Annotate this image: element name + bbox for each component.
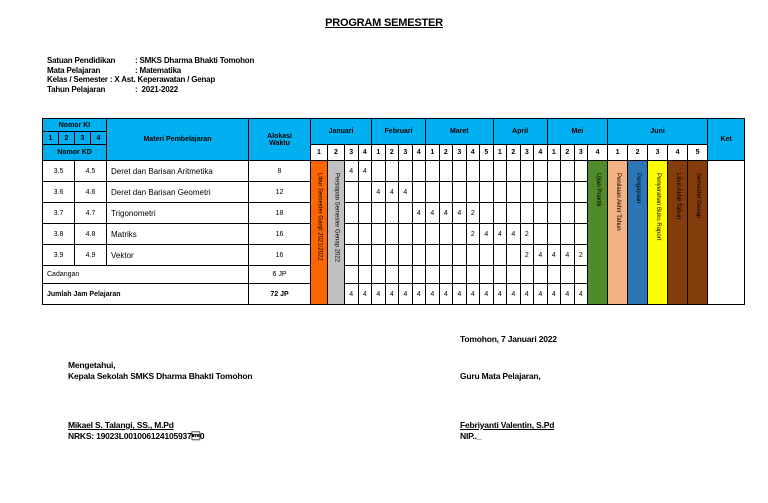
week-number: 2 (439, 145, 453, 161)
week-value (493, 266, 507, 284)
vertical-label-jun5 (688, 161, 708, 305)
week-value (345, 224, 359, 245)
week-value (345, 182, 359, 203)
week-value: 2 (466, 224, 480, 245)
header-row (43, 119, 745, 132)
week-value: 4 (426, 203, 440, 224)
kd-value: 4.5 (75, 161, 107, 182)
week-value (399, 245, 413, 266)
week-number: 3 (399, 145, 413, 161)
week-value (439, 224, 453, 245)
week-value (534, 161, 548, 182)
week-number: 3 (345, 145, 359, 161)
week-total: 4 (520, 284, 534, 305)
nomor-ki-header: Nomor KI (43, 119, 107, 132)
week-total: 4 (372, 284, 386, 305)
alokasi-value: 8 (249, 161, 311, 182)
week-number: 1 (426, 145, 440, 161)
week-value (399, 224, 413, 245)
materi-value: Trigonometri (107, 203, 249, 224)
ki-number: 4 (91, 132, 107, 145)
alokasi-header-line: Waktu (269, 139, 290, 147)
week-total: 4 (453, 284, 467, 305)
vertical-label-text: Persiapan Semester Genap 2022 (333, 173, 340, 263)
alokasi-value: 16 (249, 224, 311, 245)
week-value (426, 182, 440, 203)
identity-label: Kelas / Semester : X Ast. Keperawatan / Genap (47, 75, 216, 84)
week-value (466, 245, 480, 266)
week-value: 4 (493, 224, 507, 245)
week-value (412, 182, 426, 203)
week-value: 4 (507, 224, 521, 245)
week-value (507, 161, 521, 182)
week-value (480, 182, 494, 203)
week-number: 2 (385, 145, 399, 161)
week-value (358, 245, 372, 266)
week-value (358, 266, 372, 284)
week-number: 1 (493, 145, 507, 161)
guru-title: Guru Mata Pelajaran, (460, 371, 541, 381)
ket-value (708, 161, 745, 305)
week-value (345, 245, 359, 266)
program-semester-table (42, 118, 745, 305)
week-value (493, 161, 507, 182)
week-value (547, 224, 561, 245)
materi-value: Deret dan Barisan Geometri (107, 182, 249, 203)
week-value: 4 (534, 245, 548, 266)
week-value (453, 224, 467, 245)
alokasi-header (249, 119, 311, 161)
week-value (372, 161, 386, 182)
vertical-label-text: Semester Genap (695, 173, 702, 219)
week-value (412, 161, 426, 182)
week-total: 4 (358, 284, 372, 305)
week-number: 3 (648, 145, 668, 161)
jumlah-label: Jumlah Jam Pelajaran (43, 284, 249, 305)
week-value (412, 266, 426, 284)
vertical-label-jun1 (608, 161, 628, 305)
week-value (507, 203, 521, 224)
identity-row (47, 56, 254, 66)
cadangan-label: Cadangan (43, 266, 249, 284)
week-number: 1 (547, 145, 561, 161)
week-value (453, 182, 467, 203)
week-value (480, 266, 494, 284)
week-value (574, 182, 588, 203)
week-value (561, 266, 575, 284)
week-value (493, 182, 507, 203)
week-total: 4 (439, 284, 453, 305)
week-value (534, 224, 548, 245)
identity-row (47, 66, 254, 76)
alokasi-value: 16 (249, 245, 311, 266)
ki-number: 3 (75, 132, 91, 145)
week-value: 4 (547, 245, 561, 266)
week-value (561, 203, 575, 224)
ki-number: 1 (43, 132, 59, 145)
cadangan-alokasi: 6 JP (249, 266, 311, 284)
week-total: 4 (345, 284, 359, 305)
week-value (561, 224, 575, 245)
week-value (372, 245, 386, 266)
week-value (358, 182, 372, 203)
week-value: 4 (372, 182, 386, 203)
week-value (372, 203, 386, 224)
week-total: 4 (534, 284, 548, 305)
week-value: 4 (439, 203, 453, 224)
week-value (480, 203, 494, 224)
week-number: 2 (507, 145, 521, 161)
nomor-kd-header: Nomor KD (43, 145, 107, 161)
week-total: 4 (547, 284, 561, 305)
week-value (534, 266, 548, 284)
table-row (43, 161, 745, 182)
week-value (399, 266, 413, 284)
vertical-label-text: Libur Akhir Tahun (675, 173, 682, 220)
week-value (453, 161, 467, 182)
week-value (507, 245, 521, 266)
vertical-label-text: Ujian Praktik (595, 173, 602, 207)
week-total: 4 (399, 284, 413, 305)
identity-label: Satuan Pendidikan (47, 56, 116, 65)
week-value: 4 (345, 161, 359, 182)
week-total: 4 (426, 284, 440, 305)
week-number: 4 (466, 145, 480, 161)
week-number: 4 (412, 145, 426, 161)
week-value (439, 266, 453, 284)
week-value (426, 266, 440, 284)
kd-value: 4.8 (75, 224, 107, 245)
document-title: PROGRAM SEMESTER (325, 17, 443, 29)
week-number: 1 (608, 145, 628, 161)
week-value (507, 182, 521, 203)
week-value (466, 161, 480, 182)
identity-label: Mata Pelajaran (47, 65, 101, 75)
kd-value: 4.6 (75, 182, 107, 203)
alokasi-header-line: Alokasi (267, 132, 292, 140)
materi-value: Deret dan Barisan Aritmetika (107, 161, 249, 182)
week-value (345, 266, 359, 284)
week-value (480, 245, 494, 266)
week-total: 4 (412, 284, 426, 305)
week-value: 4 (561, 245, 575, 266)
week-value (453, 245, 467, 266)
week-number: 1 (311, 145, 328, 161)
kepala-id: NRKS: 19023L0010061241059370 (68, 431, 205, 441)
materi-header: Materi Pembelajaran (107, 119, 249, 161)
week-value (358, 224, 372, 245)
week-value: 4 (412, 203, 426, 224)
week-value (345, 203, 359, 224)
week-value: 4 (480, 224, 494, 245)
week-value (520, 266, 534, 284)
alokasi-value: 12 (249, 182, 311, 203)
ki-value: 3.8 (43, 224, 75, 245)
week-value (561, 182, 575, 203)
week-value (385, 203, 399, 224)
week-value (574, 266, 588, 284)
ki-value: 3.7 (43, 203, 75, 224)
identity-value: : 2021-2022 (135, 84, 178, 94)
month-header: Juni (608, 119, 708, 145)
vertical-label-text: Penyerahan Buku Raport (655, 173, 662, 241)
week-number: 4 (668, 145, 688, 161)
ki-value: 3.5 (43, 161, 75, 182)
week-value (520, 182, 534, 203)
month-header: Januari (311, 119, 372, 145)
ki-number: 2 (59, 132, 75, 145)
week-value (412, 224, 426, 245)
identity-label: Tahun Pelajaran (47, 84, 106, 94)
kepala-name: Mikael S. Talangi, SS., M.Pd (68, 420, 174, 430)
week-number: 3 (520, 145, 534, 161)
week-value (385, 161, 399, 182)
month-header: Februari (372, 119, 426, 145)
materi-value: Matriks (107, 224, 249, 245)
week-number: 4 (534, 145, 548, 161)
week-number: 2 (628, 145, 648, 161)
week-value (574, 161, 588, 182)
week-value (426, 161, 440, 182)
identity-block (47, 56, 254, 94)
week-value (507, 266, 521, 284)
week-number: 3 (453, 145, 467, 161)
week-value (534, 182, 548, 203)
week-value (466, 182, 480, 203)
week-value (480, 161, 494, 182)
week-value: 4 (453, 203, 467, 224)
week-number: 1 (372, 145, 386, 161)
month-header: Maret (426, 119, 494, 145)
kepala-signature-block (68, 420, 204, 442)
alokasi-value: 18 (249, 203, 311, 224)
kepala-title: Kepala Sekolah SMKS Dharma Bhakti Tomohon (68, 371, 253, 381)
vertical-label-text: Penilaian Akhir Tahun (615, 173, 622, 231)
ki-value: 3.9 (43, 245, 75, 266)
jumlah-alokasi: 72 JP (249, 284, 311, 305)
vertical-label-text: Libur Semester Ganjil 2021/2022 (316, 173, 323, 261)
place-date: Tomohon, 7 Januari 2022 (460, 334, 557, 344)
week-value (520, 161, 534, 182)
week-number: 5 (688, 145, 708, 161)
week-value (385, 266, 399, 284)
week-number: 2 (561, 145, 575, 161)
week-value (439, 245, 453, 266)
week-value (574, 203, 588, 224)
week-value (466, 266, 480, 284)
guru-signature-block (460, 420, 554, 442)
week-value (547, 266, 561, 284)
vertical-label-jun4 (668, 161, 688, 305)
week-value: 2 (466, 203, 480, 224)
week-value (399, 161, 413, 182)
identity-value: : SMKS Dharma Bhakti Tomohon (135, 56, 255, 65)
guru-name: Febriyanti Valentin, S.Pd (460, 420, 555, 430)
week-value (426, 224, 440, 245)
month-header: April (493, 119, 547, 145)
week-total: 4 (466, 284, 480, 305)
week-number: 2 (328, 145, 345, 161)
week-value: 4 (399, 182, 413, 203)
kd-value: 4.9 (75, 245, 107, 266)
vertical-label-text: Pengayaan (635, 173, 642, 204)
week-value (358, 203, 372, 224)
week-number: 3 (574, 145, 588, 161)
week-value (574, 224, 588, 245)
week-value: 2 (574, 245, 588, 266)
week-value (439, 161, 453, 182)
month-header: Mei (547, 119, 608, 145)
week-value (372, 224, 386, 245)
identity-value: : Matematika (135, 65, 182, 75)
week-value (453, 266, 467, 284)
vertical-label-jan1 (311, 161, 328, 305)
week-value (520, 203, 534, 224)
week-value (385, 224, 399, 245)
materi-value: Vektor (107, 245, 249, 266)
guru-id: NIP.._ (460, 431, 482, 441)
week-value (493, 203, 507, 224)
week-total: 4 (507, 284, 521, 305)
week-value (547, 203, 561, 224)
week-value: 2 (520, 245, 534, 266)
week-total: 4 (561, 284, 575, 305)
vertical-label-mei4 (588, 161, 608, 305)
week-value (372, 266, 386, 284)
mengetahui-label: Mengetahui, (68, 360, 116, 370)
week-value: 4 (385, 182, 399, 203)
week-value (547, 182, 561, 203)
week-value: 4 (358, 161, 372, 182)
week-value (493, 245, 507, 266)
kd-value: 4.7 (75, 203, 107, 224)
ki-value: 3.6 (43, 182, 75, 203)
week-value (561, 161, 575, 182)
week-number: 4 (358, 145, 372, 161)
identity-row (47, 75, 254, 85)
week-value (439, 182, 453, 203)
ket-header: Ket (708, 119, 745, 161)
week-value: 2 (520, 224, 534, 245)
week-value (426, 245, 440, 266)
vertical-label-jun3 (648, 161, 668, 305)
week-number: 5 (480, 145, 494, 161)
vertical-label-jan2 (328, 161, 345, 305)
week-total: 4 (574, 284, 588, 305)
week-value (385, 245, 399, 266)
week-total: 4 (493, 284, 507, 305)
identity-row (47, 85, 254, 95)
week-value (399, 203, 413, 224)
week-total: 4 (480, 284, 494, 305)
week-number: 4 (588, 145, 608, 161)
week-value (412, 245, 426, 266)
week-value (547, 161, 561, 182)
mengetahui-block (68, 360, 252, 382)
vertical-label-jun2 (628, 161, 648, 305)
week-value (534, 203, 548, 224)
week-total: 4 (385, 284, 399, 305)
